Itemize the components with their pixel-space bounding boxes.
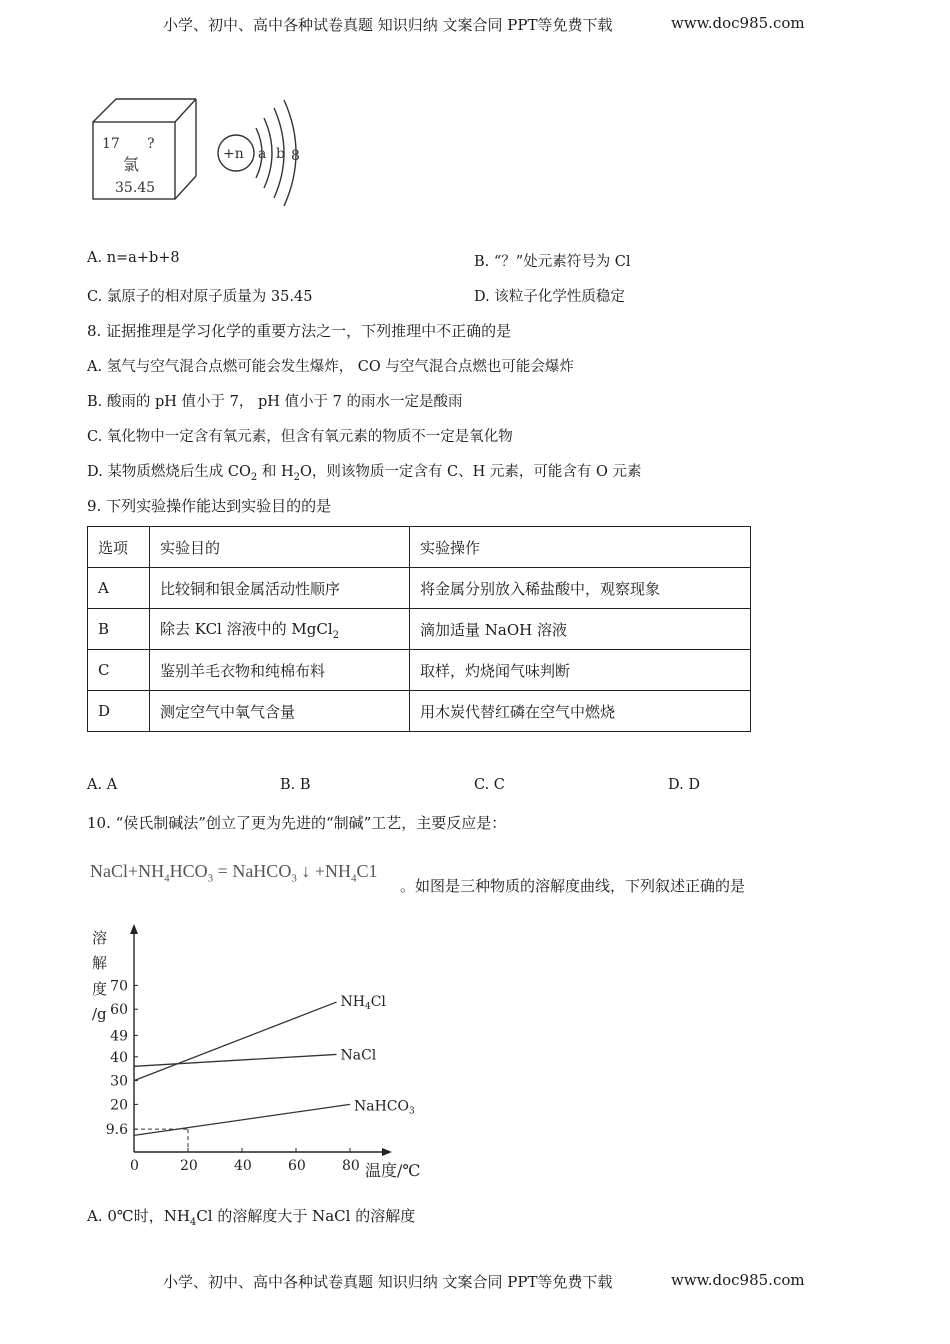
series-line (134, 1054, 337, 1066)
table-cell: A (88, 568, 150, 609)
table-cell: 鉴别羊毛衣物和纯棉布料 (150, 650, 410, 691)
q10-stem: 10. “侯氏制碱法”创立了更为先进的“制碱”工艺，主要反应是： (87, 814, 507, 832)
chlorine-figure (88, 92, 318, 212)
q9-stem: 9. 下列实验操作能达到实验目的的是 (87, 497, 332, 515)
y-tick-label: 49 (110, 1028, 128, 1045)
solubility-chart (80, 920, 440, 1185)
table-cell: 将金属分别放入稀盐酸中，观察现象 (410, 568, 751, 609)
x-tick-label: 20 (180, 1158, 198, 1174)
symbol-unknown: ? (147, 136, 155, 152)
q7-option-a: A. n=a+b+8 (87, 250, 180, 266)
table-cell: 测定空气中氧气含量 (150, 691, 410, 732)
table-cell: B (88, 609, 150, 650)
y-axis-label: /g (92, 1005, 107, 1023)
table-cell: 取样，灼烧闻气味判断 (410, 650, 751, 691)
nucleus-label: +n (223, 146, 244, 162)
series-line (134, 1002, 337, 1081)
q9-option-d: D. D (668, 777, 700, 793)
q10-after-equation: 。如图是三种物质的溶解度曲线，下列叙述正确的是 (400, 877, 746, 895)
q8-option-b: B. 酸雨的 pH 值小于 7， pH 值小于 7 的雨水一定是酸雨 (87, 394, 463, 410)
shell-a: a (258, 146, 267, 162)
y-axis-label: 度 (92, 980, 108, 998)
x-axis-label: 温度/℃ (365, 1161, 421, 1180)
y-tick-label: 30 (110, 1073, 128, 1090)
shell-b: b (276, 146, 285, 162)
y-tick-label: 20 (110, 1097, 128, 1114)
q9-option-b: B. B (280, 777, 311, 793)
y-tick-label: 40 (110, 1049, 128, 1066)
x-tick-label: 40 (234, 1158, 252, 1174)
table-cell: 滴加适量 NaOH 溶液 (410, 609, 751, 650)
y-axis-label: 溶 (92, 929, 108, 947)
table-header-row (88, 527, 751, 568)
table-header-cell: 选项 (88, 527, 150, 568)
x-axis-arrow-icon (382, 1148, 392, 1156)
table-row (88, 691, 751, 732)
y-tick-label: 9.6 (105, 1122, 128, 1139)
table-row (88, 650, 751, 691)
x-tick-label: 0 (130, 1158, 139, 1174)
series-label: $NH_4Cl$ (340, 994, 386, 1013)
y-tick-label: 70 (110, 978, 128, 995)
series-label: NaHCO$_3$ (354, 1098, 415, 1117)
q10-option-a: A. 0℃时，$NH_4Cl$ 的溶解度大于 NaCl 的溶解度 (87, 1207, 416, 1228)
element-name: 氯 (123, 155, 140, 174)
q7-option-d: D. 该粒子化学性质稳定 (474, 289, 625, 305)
table-cell: D (88, 691, 150, 732)
table-header-cell: 实验目的 (150, 527, 410, 568)
table-cell: C (88, 650, 150, 691)
q7-option-c: C. 氯原子的相对原子质量为 35.45 (87, 289, 313, 305)
table-cell: 用木炭代替红磷在空气中燃烧 (410, 691, 751, 732)
atomic-number: 17 (102, 136, 120, 152)
shell-8: 8 (291, 148, 300, 164)
q8-stem: 8. 证据推理是学习化学的重要方法之一，下列推理中不正确的是 (87, 322, 512, 340)
q9-table (87, 526, 751, 732)
atomic-mass: 35.45 (115, 180, 156, 196)
table-header-cell: 实验操作 (410, 527, 751, 568)
y-axis-label: 解 (92, 954, 108, 972)
series-line (134, 1104, 350, 1135)
q9-option-c: C. C (474, 777, 505, 793)
q8-option-d: D. 某物质燃烧后生成 $CO_2$ 和 $H_2O$，则该物质一定含有 C、H 元素，可能含有 O 元素 (87, 464, 642, 483)
footer-url[interactable]: www.doc985.com (671, 1271, 805, 1289)
y-tick-label: 60 (110, 1002, 128, 1019)
q9-option-a: A. A (87, 777, 118, 793)
x-tick-label: 60 (288, 1158, 306, 1174)
x-tick-label: 80 (342, 1158, 360, 1174)
header-links: 小学、初中、高中各种试卷真题 知识归纳 文案合同 PPT等免费下载 (163, 16, 613, 34)
y-axis-arrow-icon (130, 924, 138, 934)
table-cell: 除去 KCl 溶液中的 MgCl$_2$ (150, 609, 410, 650)
q8-option-a: A. 氢气与空气混合点燃可能会发生爆炸， CO 与空气混合点燃也可能会爆炸 (87, 359, 574, 375)
series-label: NaCl (340, 1047, 377, 1064)
table-row (88, 609, 751, 650)
header-url[interactable]: www.doc985.com (671, 14, 805, 32)
reaction-equation: $NaCl+NH_4HCO_3$ = NaHCO$_3$ ↓ $+NH_4C1$ (90, 861, 378, 885)
q8-option-c: C. 氧化物中一定含有氧元素，但含有氧元素的物质不一定是氧化物 (87, 429, 513, 445)
table-cell: 比较铜和银金属活动性顺序 (150, 568, 410, 609)
q7-option-b: B. “？”处元素符号为 Cl (474, 254, 631, 270)
footer-links: 小学、初中、高中各种试卷真题 知识归纳 文案合同 PPT等免费下载 (163, 1273, 613, 1291)
table-row (88, 568, 751, 609)
